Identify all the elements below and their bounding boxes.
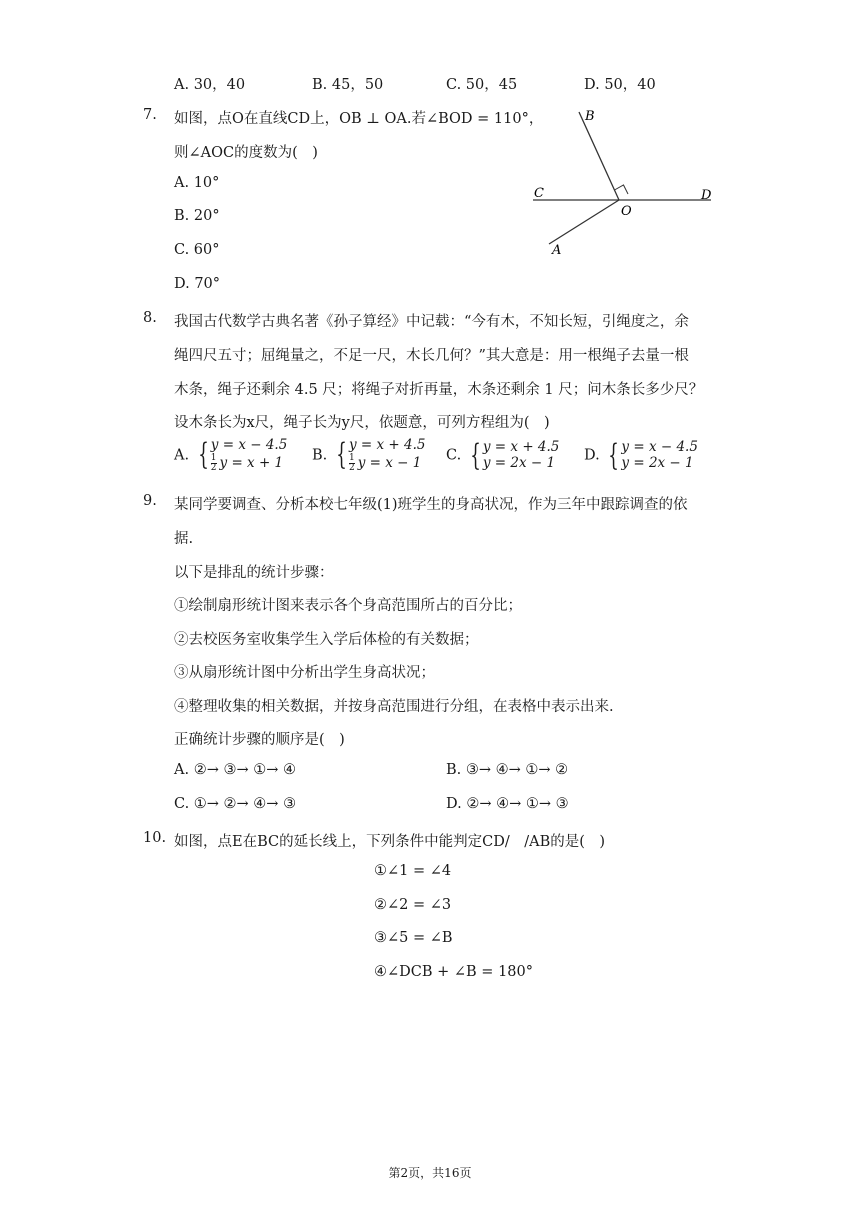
q10-stem-line1: 如图，点E在BC的延长线上，下列条件中能判定CD/ /AB的是( ) xyxy=(174,834,606,850)
q10-condition-4: ④∠DCB + ∠B = 180° xyxy=(374,964,533,980)
q6-option-b: B. 45，50 xyxy=(312,77,384,93)
q9-step-4: ④整理收集的相关数据，并按身高范围进行分组，在表格中表示出来. xyxy=(174,699,614,715)
q6-option-a: A. 30，40 xyxy=(174,77,246,93)
q7-stem-line1: 如图，点O在直线CD上，OB ⊥ OA.若∠BOD = 110°， xyxy=(174,111,544,127)
q9-stem-line1: 某同学要调查、分析本校七年级(1)班学生的身高状况，作为三年中跟踪调查的依 xyxy=(174,497,688,513)
right-angle-mark xyxy=(615,185,629,194)
q8-option-c xyxy=(446,437,560,473)
page-footer: 第2页，共16页 xyxy=(388,1166,472,1180)
fraction xyxy=(349,454,355,473)
label-b: B xyxy=(585,109,595,124)
equation-1: y = x − 4.5 xyxy=(210,437,288,453)
equation-1: y = x + 4.5 xyxy=(482,439,560,455)
q9-option-b: B. ③→ ④→ ①→ ② xyxy=(446,762,569,778)
option-letter: A. xyxy=(174,447,190,464)
q10-condition-1: ①∠1 = ∠4 xyxy=(374,863,452,879)
ray-ob xyxy=(579,112,619,200)
q9-option-d: D. ②→ ④→ ①→ ③ xyxy=(446,796,569,812)
q9-option-a: A. ②→ ③→ ①→ ④ xyxy=(174,762,296,778)
brace-icon: { xyxy=(197,437,209,473)
equation-system xyxy=(466,437,560,473)
q8-option-b xyxy=(312,438,425,473)
equation-1: y = x − 4.5 xyxy=(621,439,698,455)
q9-question: 正确统计步骤的顺序是( ) xyxy=(174,732,345,748)
equation-system xyxy=(332,438,426,473)
q8-stem-line3: 木条，绳子还剩余 4.5 尺；将绳子对折再量，木条还剩余 1 尺；问木条长多少尺？ xyxy=(174,382,704,398)
fraction xyxy=(211,454,217,473)
frac-den: 2 xyxy=(210,462,217,473)
option-letter: B. xyxy=(312,447,328,464)
q7-option-b: B. 20° xyxy=(174,208,220,224)
q7-option-c: C. 60° xyxy=(174,242,220,258)
frac-num: 1 xyxy=(348,452,355,463)
q7-stem-line2: 则∠AOC的度数为( ) xyxy=(174,145,318,161)
q9-step-2: ②去校医务室收集学生入学后体检的有关数据； xyxy=(174,632,479,648)
equation-system xyxy=(194,438,288,473)
q7-geometry-figure xyxy=(525,104,725,264)
ray-oa xyxy=(549,200,619,244)
q9-step-1: ①绘制扇形统计图来表示各个身高范围所占的百分比； xyxy=(174,598,522,614)
q6-option-c: C. 50，45 xyxy=(446,77,518,93)
brace-icon: { xyxy=(336,437,347,473)
q8-number: 8. xyxy=(143,310,157,326)
q9-stem-line2: 据. xyxy=(174,531,194,547)
q10-condition-2: ②∠2 = ∠3 xyxy=(374,897,452,913)
frac-den: 2 xyxy=(348,462,355,473)
q8-stem-line2: 绳四尺五寸；屈绳量之，不足一尺，木长几何？”其大意是：用一根绳子去量一根 xyxy=(174,348,689,364)
brace-icon: { xyxy=(470,437,481,473)
q10-number: 10. xyxy=(143,830,167,846)
brace-icon: { xyxy=(608,437,620,473)
equation-2: y = x + 1 xyxy=(219,454,284,471)
q9-stem-line3: 以下是排乱的统计步骤： xyxy=(174,565,334,581)
label-a: A xyxy=(552,243,562,258)
label-o: O xyxy=(621,204,632,219)
option-letter: D. xyxy=(584,447,600,464)
q9-step-3: ③从扇形统计图中分析出学生身高状况； xyxy=(174,665,435,681)
frac-num: 1 xyxy=(210,452,217,463)
label-c: C xyxy=(534,186,544,201)
equation-2: y = x − 1 xyxy=(357,454,422,471)
equation-2: y = 2x − 1 xyxy=(621,454,694,471)
q8-option-a xyxy=(174,438,287,473)
q8-stem-line4: 设木条长为x尺，绳子长为y尺，依题意，可列方程组为( ) xyxy=(174,415,550,431)
equation-system xyxy=(604,437,698,473)
q8-option-d xyxy=(584,437,698,473)
q8-stem-line1: 我国古代数学古典名著《孙子算经》中记载：“今有木，不知长短，引绳度之，余 xyxy=(174,314,689,330)
equation-1: y = x + 4.5 xyxy=(348,437,426,453)
label-d: D xyxy=(701,188,712,203)
q7-option-a: A. 10° xyxy=(174,175,220,191)
q9-option-c: C. ①→ ②→ ④→ ③ xyxy=(174,796,297,812)
q10-condition-3: ③∠5 = ∠B xyxy=(374,930,453,946)
q6-option-d: D. 50，40 xyxy=(584,77,656,93)
q7-option-d: D. 70° xyxy=(174,276,221,292)
option-letter: C. xyxy=(446,447,462,464)
q9-number: 9. xyxy=(143,493,157,509)
equation-2: y = 2x − 1 xyxy=(482,454,556,471)
q7-number: 7. xyxy=(143,107,157,123)
